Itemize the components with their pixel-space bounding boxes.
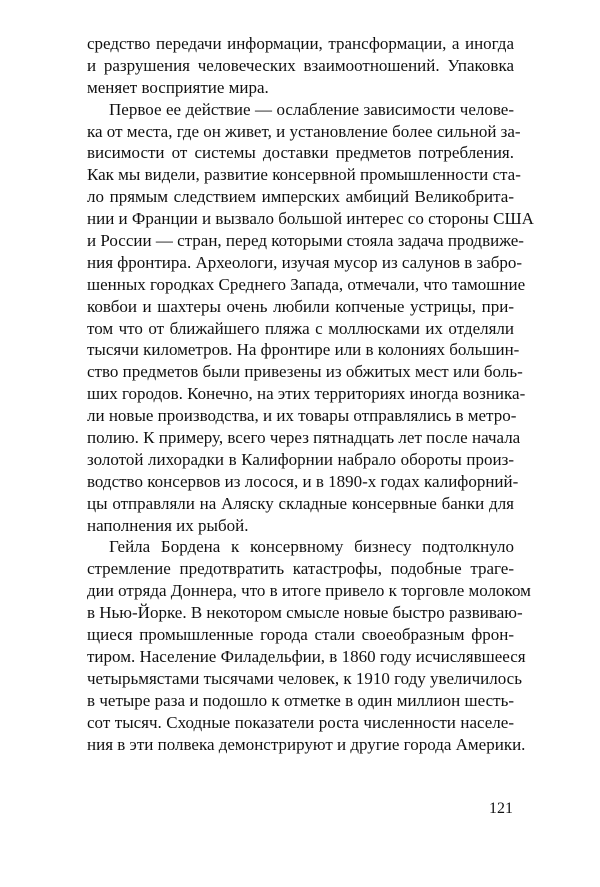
paragraph xyxy=(87,536,531,755)
text-line: тиром. Население Филадельфии, в 1860 году исчислявшееся xyxy=(87,646,526,666)
text-line: четырьмястами тысячами человек, к 1910 году увеличилось xyxy=(87,668,522,688)
text-line: щиеся промышленные города стали своеобразным фрон- xyxy=(87,625,514,645)
paragraph xyxy=(87,99,534,537)
text-line: сот тысяч. Сходные показатели роста численности населе- xyxy=(87,712,514,732)
text-line: дии отряда Доннера, что в итоге привело к торговле молоком xyxy=(87,581,531,601)
text-line: и разрушения человеческих взаимоотношений. Упаковка xyxy=(87,55,514,75)
text-line: том что от ближайшего пляжа с моллюсками их отделяли xyxy=(87,318,514,338)
text-line: цы отправляли на Аляску складные консервные банки для xyxy=(87,493,514,513)
text-line: в Нью-Йорке. В некотором смысле новые быстро развиваю- xyxy=(87,603,523,623)
text-line: ство предметов были привезены из обжитых мест или боль- xyxy=(87,362,523,382)
book-page-text xyxy=(87,33,534,755)
text-line: золотой лихорадки в Калифорнии набрало обороты произ- xyxy=(87,449,514,469)
text-line: в четыре раза и подошло к отметке в один миллион шесть- xyxy=(87,690,514,710)
text-line: Гейла Бордена к консервному бизнесу подтолкнуло xyxy=(109,537,514,557)
text-line: ло прямым следствием имперских амбиций Великобрита- xyxy=(87,187,514,207)
text-line: Первое ее действие — ослабление зависимости челове- xyxy=(109,99,514,119)
text-line: водство консервов из лосося, и в 1890-х годах калифорний- xyxy=(87,471,519,491)
page-number: 121 xyxy=(489,800,513,817)
text-line: шенных городках Среднего Запада, отмечали, что тамошние xyxy=(87,274,526,294)
text-line: нии и Франции и вызвало большой интерес со стороны США xyxy=(87,209,534,229)
text-line: стремление предотвратить катастрофы, подобные траге- xyxy=(87,559,514,579)
text-line: и России — стран, перед которыми стояла задача продвиже- xyxy=(87,231,524,251)
text-line: ли новые производства, и их товары отправлялись в метро- xyxy=(87,406,517,426)
text-line: висимости от системы доставки предметов потребления. xyxy=(87,143,514,163)
text-line: ния фронтира. Археологи, изучая мусор из салунов в забро- xyxy=(87,252,523,272)
text-line: ка от места, где он живет, и установление более сильной за- xyxy=(87,121,521,141)
text-line: Как мы видели, развитие консервной промышленности ста- xyxy=(87,165,521,185)
paragraph xyxy=(87,33,514,99)
text-line: полию. К примеру, всего через пятнадцать лет после начала xyxy=(87,428,521,448)
text-line: ния в эти полвека демонстрируют и другие города Америки. xyxy=(87,734,526,754)
text-line: наполнения их рыбой. xyxy=(87,515,249,535)
text-line: средство передачи информации, трансформации, а иногда xyxy=(87,34,514,53)
text-line: ших городов. Конечно, на этих территориях иногда возника- xyxy=(87,384,526,404)
text-line: ковбои и шахтеры очень любили копченые устрицы, при- xyxy=(87,296,514,316)
text-line: меняет восприятие мира. xyxy=(87,77,269,97)
text-line: тысячи километров. На фронтире или в колониях большин- xyxy=(87,340,520,360)
